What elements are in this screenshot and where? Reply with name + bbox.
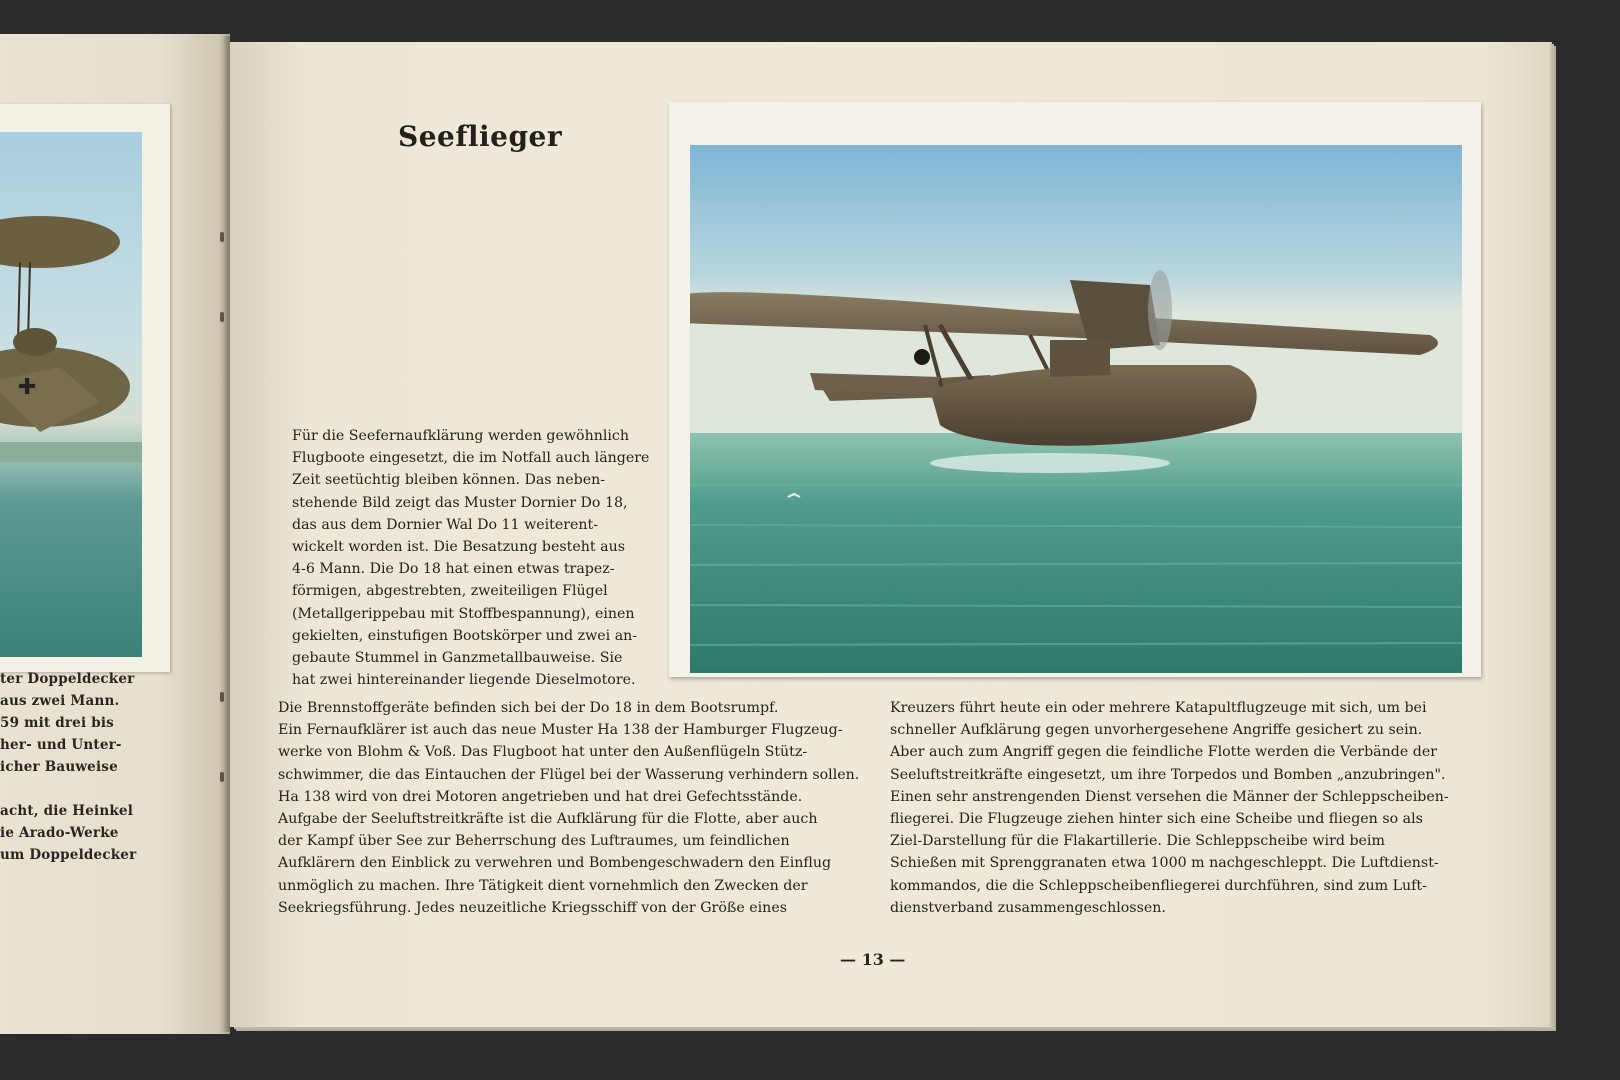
text-line: werke von Blohm & Voß. Das Flugboot hat unter den Außenflügeln Stütz- bbox=[278, 744, 808, 761]
flying-boat-illustration bbox=[690, 145, 1462, 673]
text-line: Seeluftstreitkräfte eingesetzt, um ihre Torpedos und Bomben „anzubringen". bbox=[890, 766, 1446, 783]
text-line: Kreuzers führt heute ein oder mehrere Katapultflugzeuge mit sich, um bei bbox=[890, 700, 1427, 716]
left-page-aircraft-illustration bbox=[0, 132, 142, 657]
left-page-text-line: um Doppeldecker bbox=[0, 847, 137, 863]
left-page-text-line: 59 mit drei bis bbox=[0, 715, 114, 731]
text-line: förmigen, abgestrebten, zweiteiligen Flügel bbox=[292, 583, 608, 600]
text-line: schneller Aufklärung gegen unvorhergesehene Angriffe gesichert zu sein. bbox=[890, 722, 1423, 739]
text-line: Die Brennstoffgeräte befinden sich bei der Do 18 in dem Bootsrumpf. bbox=[278, 700, 779, 716]
binding-stitch bbox=[220, 312, 224, 322]
text-line: schwimmer, die das Eintauchen der Flügel bei der Wasserung verhindern sollen. bbox=[278, 766, 860, 783]
text-line: Für die Seefernaufklärung werden gewöhnlich bbox=[292, 428, 630, 444]
page-number: — 13 — bbox=[840, 950, 906, 969]
text-line: der Kampf über See zur Beherrschung des Luftraumes, um feindlichen bbox=[278, 833, 790, 850]
binding-stitch bbox=[220, 772, 224, 782]
text-line: Flugboote eingesetzt, die im Notfall auch längere bbox=[292, 450, 650, 467]
text-line: Aber auch zum Angriff gegen die feindliche Flotte werden die Verbände der bbox=[890, 744, 1438, 761]
text-line: (Metallgerippebau mit Stoffbespannung), einen bbox=[292, 605, 635, 622]
text-line: kommandos, die die Schleppscheibenfliegerei durchführen, sind zum Luft- bbox=[890, 877, 1427, 894]
text-line: das aus dem Dornier Wal Do 11 weiterent- bbox=[292, 516, 599, 533]
text-line: hat zwei hintereinander liegende Dieselmotore. bbox=[292, 672, 636, 689]
text-line: Aufgabe der Seeluftstreitkräfte ist die Aufklärung für die Flotte, aber auch bbox=[278, 811, 818, 828]
text-line: Schießen mit Sprenggranaten etwa 1000 m nachgeschleppt. Die Luftdienst- bbox=[890, 855, 1439, 872]
left-page-text-line: acht, die Heinkel bbox=[0, 803, 134, 819]
text-line: gebaute Stummel in Ganzmetallbauweise. Sie bbox=[292, 650, 623, 667]
body-text-column-left bbox=[292, 425, 650, 691]
text-line: fliegerei. Die Flugzeuge ziehen hinter sich eine Scheibe und fliegen so als bbox=[890, 811, 1423, 828]
left-page-text-line: aus zwei Mann. bbox=[0, 693, 120, 709]
text-line: unmöglich zu machen. Ihre Tätigkeit dient vornehmlich den Zwecken der bbox=[278, 877, 808, 894]
text-line: gekielten, einstufigen Bootskörper und zwei an- bbox=[292, 627, 638, 644]
text-line: Seekriegsführung. Jedes neuzeitliche Kriegsschiff von der Größe eines bbox=[278, 899, 787, 916]
left-page-text-line: ie Arado-Werke bbox=[0, 825, 119, 841]
binding-stitch bbox=[220, 232, 224, 242]
body-text-column-right bbox=[890, 697, 1450, 919]
text-line: Aufklärern den Einblick zu verwehren und Bombengeschwadern den Einflug bbox=[278, 855, 832, 872]
text-line: Ha 138 wird von drei Motoren angetrieben und hat drei Gefechtsstände. bbox=[278, 788, 803, 805]
text-line: wickelt worden ist. Die Besatzung besteht aus bbox=[292, 539, 626, 556]
page-heading: Seeflieger bbox=[398, 120, 563, 153]
text-line: dienstverband zusammengeschlossen. bbox=[890, 899, 1166, 916]
svg-text:✚: ✚ bbox=[18, 375, 37, 400]
text-line: Einen sehr anstrengenden Dienst versehen die Männer der Schleppscheiben- bbox=[890, 788, 1449, 805]
text-line: Ein Fernaufklärer ist auch das neue Muster Ha 138 der Hamburger Flugzeug- bbox=[278, 722, 843, 739]
left-page-text-line: her- und Unter- bbox=[0, 737, 122, 753]
text-line: 4-6 Mann. Die Do 18 hat einen etwas trapez- bbox=[292, 561, 615, 578]
body-text-column-middle bbox=[278, 697, 863, 919]
left-page-text-line: ter Doppeldecker bbox=[0, 671, 135, 687]
text-line: stehende Bild zeigt das Muster Dornier Do 18, bbox=[292, 494, 628, 511]
text-line: Ziel-Darstellung für die Flakartillerie. Die Schleppscheibe wird beim bbox=[890, 833, 1385, 850]
left-page-text-line: icher Bauweise bbox=[0, 759, 118, 775]
binding-stitch bbox=[220, 692, 224, 702]
text-line: Zeit seetüchtig bleiben können. Das neben- bbox=[292, 472, 606, 489]
